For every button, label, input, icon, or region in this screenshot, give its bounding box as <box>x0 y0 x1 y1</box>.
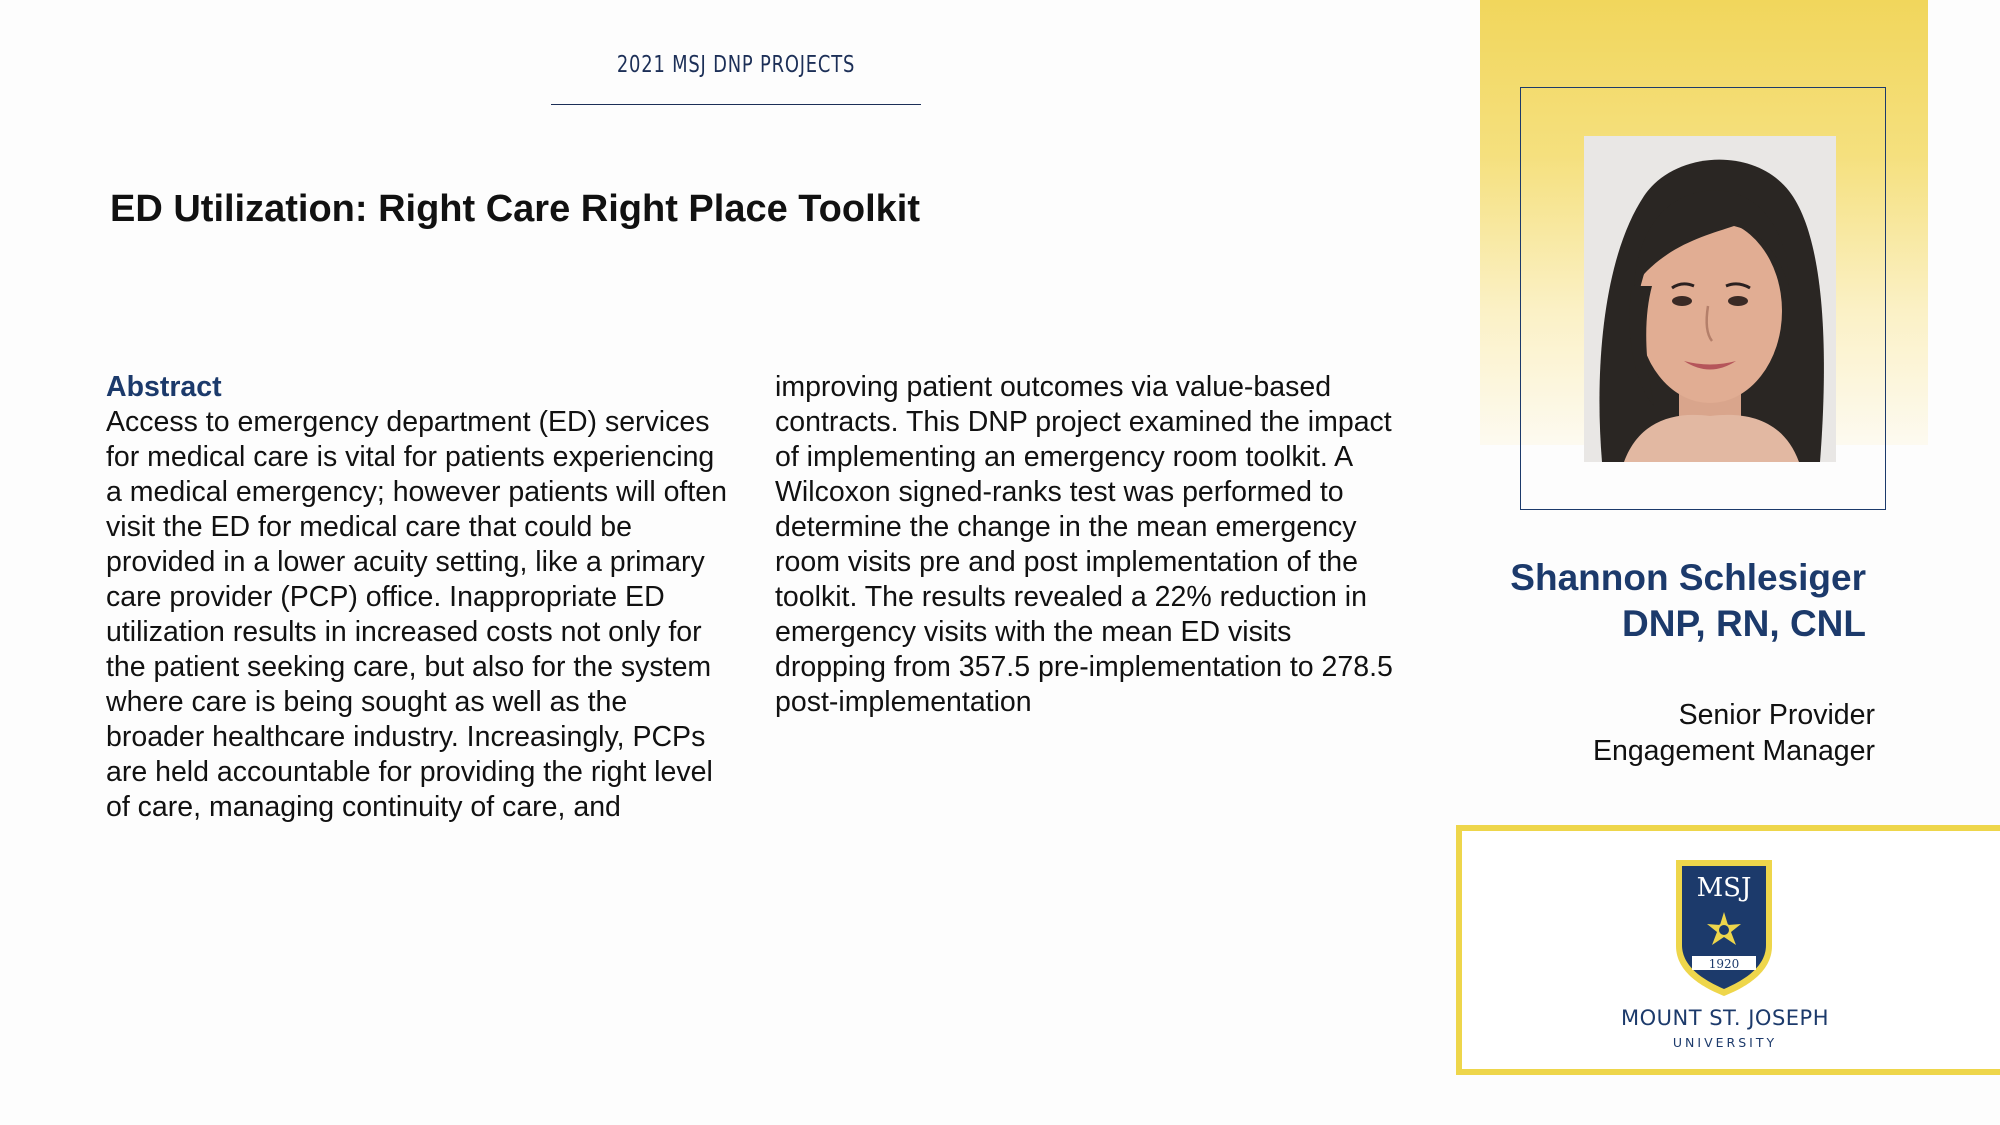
series-label: 2021 MSJ DNP PROJECTS <box>616 52 856 78</box>
presenter-role <box>1593 697 1875 769</box>
university-subtitle: UNIVERSITY <box>1672 1035 1778 1050</box>
presenter-name-block <box>1510 555 1866 647</box>
series-label-underline <box>551 104 921 105</box>
university-name: MOUNT ST. JOSEPH <box>1620 1006 1830 1030</box>
crest-year: 1920 <box>1708 957 1740 971</box>
presenter-photo <box>1584 136 1836 462</box>
abstract-body: Access to emergency department (ED) services for medical care is vital for patients experiencing a medical emergency; however patients will often visit the ED for medical care that could be provided in a lower acuity setting, like a primary care provider (PCP) office. Inappropriate ED utilization results in increased costs not only for the patient seeking care, but also for the system where care is being sought as well as the broader healthcare industry. Increasingly, PCPs are held accountable for providing the right level of care, managing continuity of care, and improving patient outcomes via value-based contracts. This DNP project examined the impact of implementing an emergency room toolkit. A Wilcoxon signed-ranks test was performed to determine the change in the mean emergency room visits pre and post implementation of the toolkit. The results revealed a 22% reduction in emergency visits with the mean ED visits dropping from 357.5 pre-implementation to 278.5 post-implementation <box>106 371 1393 823</box>
presenter-portrait-image <box>1584 136 1836 462</box>
crest-letters: MSJ <box>1696 873 1752 903</box>
presenter-name: Shannon Schlesiger <box>1510 557 1866 598</box>
abstract-section <box>106 370 1396 830</box>
university-crest-icon <box>1674 858 1774 998</box>
project-title: ED Utilization: Right Care Right Place Toolkit <box>110 188 921 230</box>
abstract-heading: Abstract <box>106 371 222 403</box>
presenter-role-line-1: Senior Provider <box>1678 699 1875 731</box>
presenter-role-line-2: Engagement Manager <box>1592 735 1875 767</box>
presenter-credentials: DNP, RN, CNL <box>1622 603 1866 644</box>
